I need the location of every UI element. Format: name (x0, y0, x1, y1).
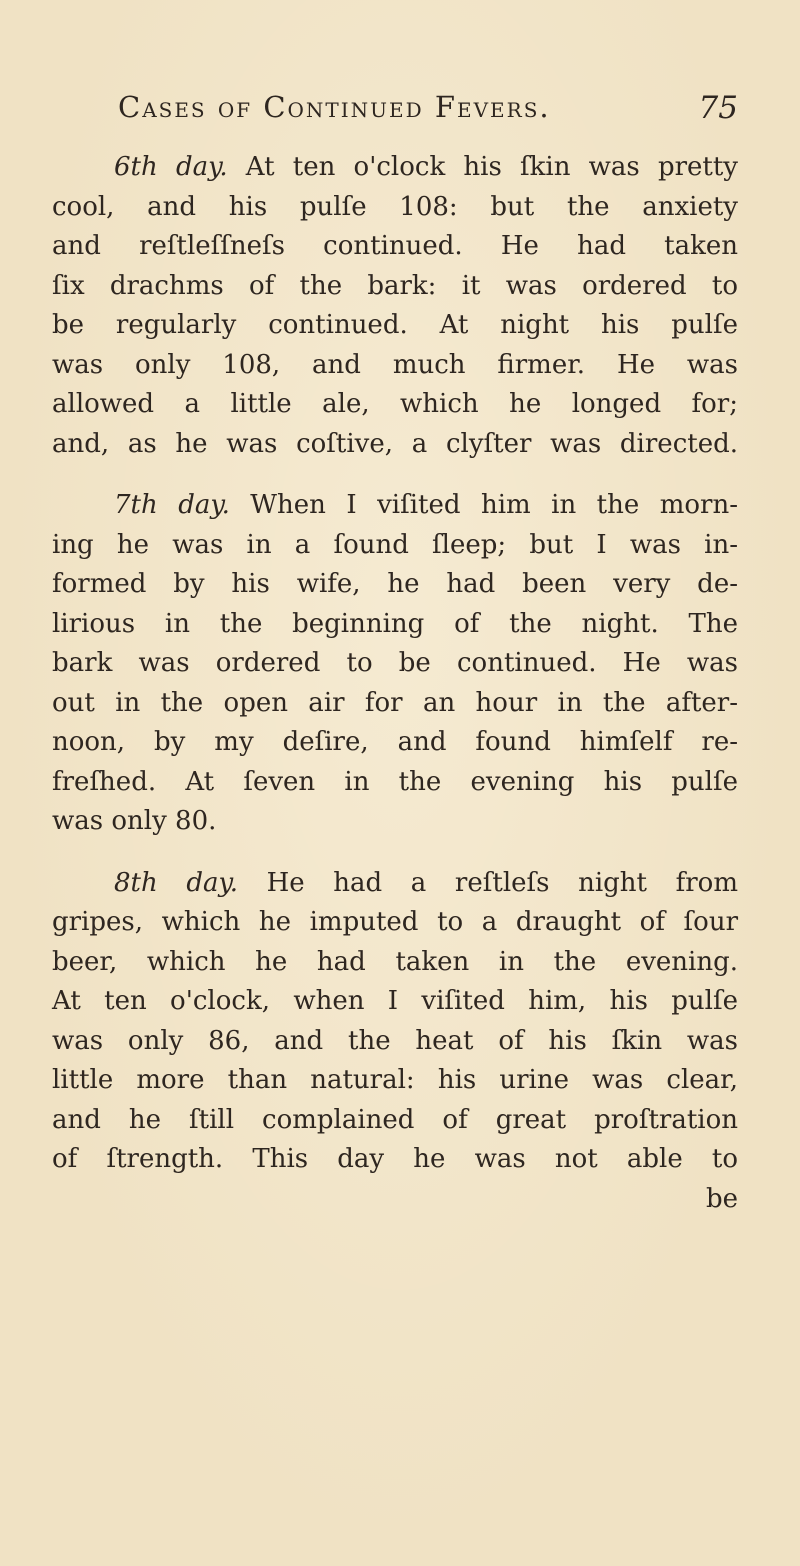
body-text (52, 148, 738, 1219)
text-line: 7th day. When I viſited him in the morn- (114, 490, 738, 520)
text-line: At ten o'clock, when I viſited him, his pulſe (52, 986, 738, 1016)
day-label: 7th day. (114, 490, 230, 520)
text-line: and reſtleſſneſs continued. He had taken (52, 231, 738, 261)
text-line: was only 80. (52, 806, 217, 836)
text-line: 8th day. He had a reſtleſs night from (114, 867, 738, 898)
text-line: freſhed. At ſeven in the evening his pulſe (52, 766, 738, 797)
text-line: cool, and his pulſe 108: but the anxiety (52, 191, 738, 222)
paragraph-6th-day (52, 148, 738, 464)
text-line: was only 86, and the heat of his ſkin was (52, 1025, 738, 1056)
text-line: lirious in the beginning of the night. The (52, 608, 738, 639)
text-line: be regularly continued. At night his pulſe (52, 310, 738, 340)
text-line: ing he was in a ſound ſleep; but I was in- (52, 529, 738, 560)
text-line: allowed a little ale, which he longed for; (52, 389, 738, 419)
text-line: little more than natural: his urine was clear, (52, 1065, 738, 1095)
text-line: ſix drachms of the bark: it was ordered to (52, 270, 738, 301)
text-line: noon, by my deſire, and found himſelf re- (52, 727, 738, 757)
page-number: 75 (698, 90, 738, 126)
text-line: and, as he was coſtive, a clyſter was directed. (52, 428, 738, 459)
paragraph-8th-day (52, 864, 738, 1220)
running-head-title: Cases of Continued Fevers. (118, 90, 551, 124)
day-label: 8th day. (114, 867, 238, 898)
paragraph-7th-day (52, 486, 738, 842)
text-line: 6th day. At ten o'clock his ſkin was pretty (114, 152, 738, 182)
text-line: out in the open air for an hour in the after- (52, 687, 738, 718)
text-line: and he ſtill complained of great proſtration (52, 1104, 738, 1135)
text-line: gripes, which he imputed to a draught of ſour (52, 907, 738, 937)
text-line: of ſtrength. This day he was not able to (52, 1144, 738, 1174)
text-line: beer, which he had taken in the evening. (52, 946, 738, 977)
text-line: was only 108, and much firmer. He was (52, 349, 738, 380)
catchword: be (705, 1183, 738, 1214)
text-line: bark was ordered to be continued. He was (52, 648, 738, 678)
running-head (118, 90, 738, 130)
day-label: 6th day. (114, 152, 228, 182)
text-line: formed by his wife, he had been very de- (52, 569, 738, 599)
